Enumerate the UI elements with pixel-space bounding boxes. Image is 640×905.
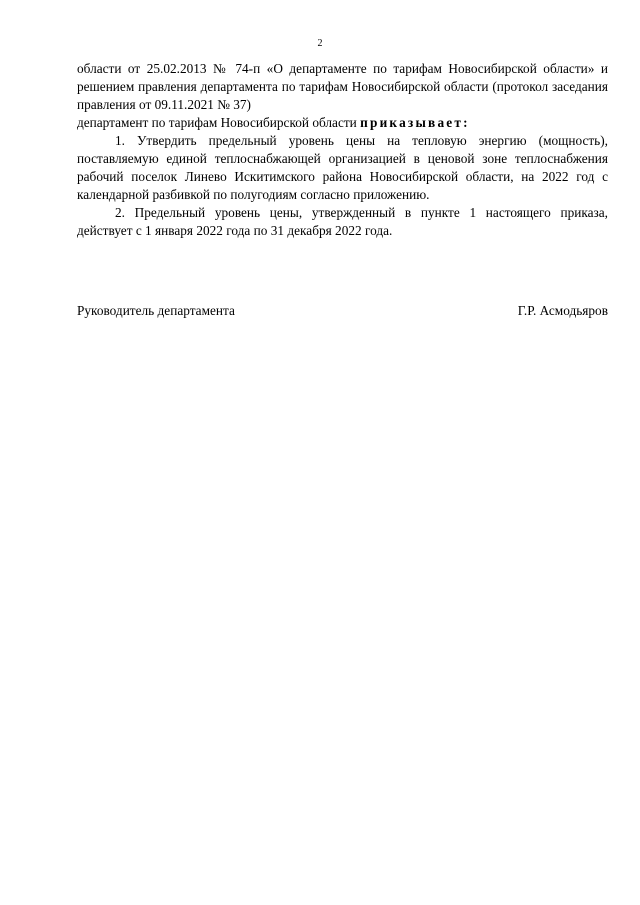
order-item-2: 2. Предельный уровень цены, утвержденный в пункте 1 настоящего приказа, действует с 1 января 2022 года по 31 декабря 2022 года. <box>77 205 608 238</box>
order-item-1: 1. Утвердить предельный уровень цены на тепловую энергию (мощность), поставляемую единой теплоснабжающей организацией в ценовой зоне теплоснабжения рабочий поселок Линево Искитимского района Новосибирской области, на 2022 год с календарной разбивкой по полугодиям согласно приложению. <box>77 133 608 202</box>
page-number: 2 <box>317 38 323 49</box>
signatory-name: Г.Р. Асмодьяров <box>517 303 608 318</box>
preamble-paragraph: области от 25.02.2013 № 74-п «О департаменте по тарифам Новосибирской области» и решением правления департамента по тарифам Новосибирской области (протокол заседания правления от 09.11.2021 № 37) <box>77 61 608 112</box>
decree-paragraph <box>77 114 608 132</box>
document-body <box>77 60 608 240</box>
decree-subject: департамент по тарифам Новосибирской области <box>77 115 361 130</box>
decree-keyword: приказывает: <box>360 115 470 130</box>
signatory-position: Руководитель департамента <box>77 303 235 318</box>
signature-block <box>77 302 608 320</box>
